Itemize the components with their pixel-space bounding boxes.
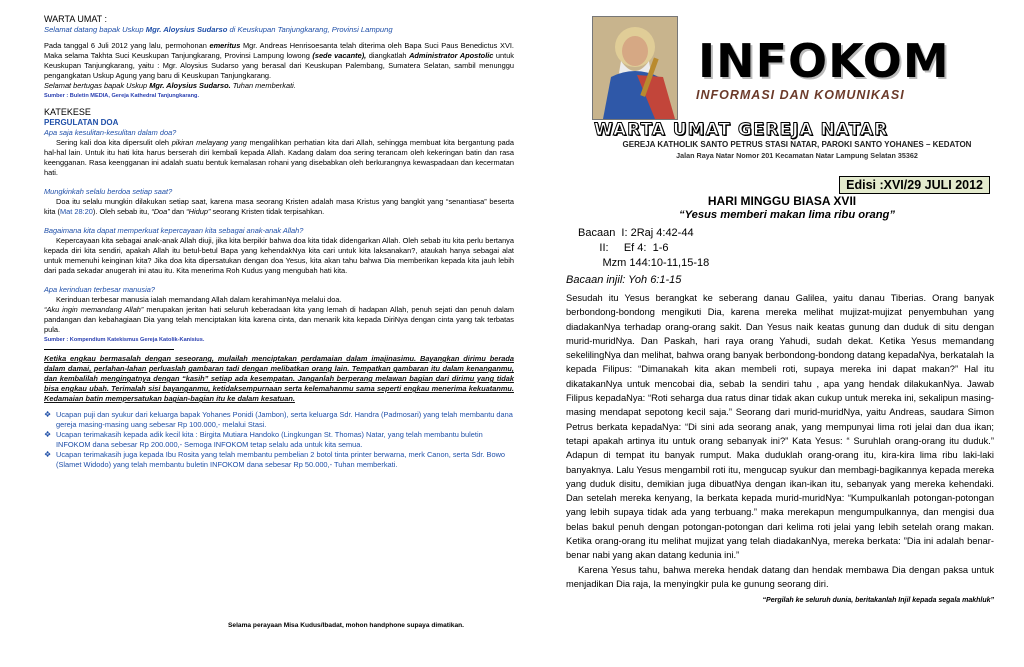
left-column (44, 14, 514, 470)
day-title: HARI MINGGU BIASA XVII (707, 194, 857, 208)
diamond-bullet-icon: ❖ (44, 430, 52, 439)
diamond-bullet-icon: ❖ (44, 410, 52, 419)
reading-3: Mzm 144:10-11,15-18 (578, 257, 710, 269)
reflection-quote: Ketika engkau bermasalah dengan seseorang, mulailah menciptakan perdamaian dalam imajinasimu. Bayangkan dirimu berada dalam damai, perlahan-lahan perluaslah gambaran tadi dengan melibatkan orang lain. Tempatkan gambaran itu dalam kenanganmu, dan kembalilah mengingatnya dengan “kasih” setiap ada kesempatan. Janganlah berperang melawan bagian dari dirimu yang tidak bisa engkau ubah. Terimalah sisi bayanganmu, ketidaksempurnaan serta kelemahanmu sama seperti engkau menerima kekuatanmu. Kedamaian batin mempersatukan bagian-bagian itu ke dalam kesatuan. (44, 354, 514, 403)
source-note-2: Sumber : Kompendium Katekismus Gereja Katolik-Kanisius. (44, 337, 205, 343)
pergulatan-doa-heading: PERGULATAN DOA (44, 118, 119, 127)
question-1: Apa saja kesulitan-kesulitan dalam doa? (44, 128, 177, 137)
answer-4-line-1: Kerinduan terbesar manusia ialah memandang Allah dalam kerahimanNya melalui doa. (56, 295, 342, 304)
left-footer-note: Selama perayaan Misa Kudus/Ibadat, mohon handphone supaya dimatikan. (228, 622, 464, 629)
welcome-line: Selamat datang bapak Uskup Mgr. Aloysius Sudarso di Keuskupan Tanjungkarang, Provinsi Lampung (44, 25, 393, 34)
saint-peter-image (592, 16, 678, 120)
divider (44, 349, 174, 350)
gospel-text-2: Karena Yesus tahu, bahwa mereka hendak datang dan hendak membawa Dia dengan paksa untuk menjadikan Dia raja, Ia menyingkir pula ke gunung seorang diri. (566, 564, 994, 589)
readings (578, 226, 994, 271)
list-item: ❖ Ucapan terimakasih kepada adik kecil kita : Birgita Mutiara Handoko (Lingkungan St. Thomas) Natar, yang telah membantu buletin INFOKOM dana sebesar Rp 200.000,- Semoga INFOKOM tetap selalu ada untuk kita semua. (44, 430, 483, 449)
theme-title: “Yesus memberi makan lima ribu orang” (679, 209, 895, 221)
edition-badge: Edisi :XVI/29 JULI 2012 (839, 176, 990, 194)
reading-1: Bacaan I: 2Raj 4:42-44 (578, 227, 694, 239)
gospel-reading: Bacaan injil: Yoh 6:1-15 (566, 274, 682, 286)
list-item: ❖ Ucapan puji dan syukur dari keluarga bapak Yohanes Ponidi (Jambon), serta keluarga Sdr. Handra (Padmosari) yang telah membantu dana gereja masing-masing uang sebesar Rp 100.000,- melalui Stasi. (44, 410, 513, 429)
warta-umat-title: WARTA UMAT GEREJA NATAR (594, 120, 889, 140)
answer-3: Kepercayaan kita sebagai anak-anak Allah diuji, jika kita berpikir bahwa doa kita tidak didengarkan Allah. Oleh sebab itu kita perlu bertanya kepada diri kita sendiri, apakah Allah itu betul-betul Bapa yang kehendakNya kita cari untuk kita laksanakan?, ataukah hanya sebagai alat untuk memenuhi keinginan kita? Jika doa kita dipersatukan dengan doa Yesus, kita akan tahu bahwa Dia memberikan kepada kita jauh lebih dari pada sekadar anugerah ini atau itu. Kita menerima Roh Kudus yang mengubah hati kita. (44, 236, 514, 275)
right-column (566, 14, 994, 605)
list-item: ❖ Ucapan terimakasih juga kepada Ibu Rosita yang telah membantu pembelian 2 botol tinta printer berwarna, merk Canon, serta Sdr. Bowo (Slamet Widodo) yang telah membantu buletin INFOKOM dana sebesar Rp 50.000,- Tuhan memberkati. (44, 450, 506, 469)
answer-2: Doa itu selalu mungkin dilakukan setiap saat, karena masa seorang Kristen adalah masa Kristus yang bangkit yang “senantiasa” beserta kita (Mat 28:20). Oleh sebab itu, “Doa” dan “Hidup” seorang Kristen tidak terpisahkan. (44, 197, 514, 216)
closing-line: Selamat bertugas bapak Uskup Mgr. Aloysius Sudarso. Tuhan memberkati. (44, 81, 296, 90)
source-note-1: Sumber : Buletin MEDIA, Gereja Kathedral Tanjungkarang. (44, 93, 199, 99)
right-footer-quote: “Pergilah ke seluruh dunia, beritakanlah Injil kepada segala makhluk” (762, 597, 994, 605)
question-4: Apa kerinduan terbesar manusia? (44, 285, 155, 294)
church-name: GEREJA KATHOLIK SANTO PETRUS STASI NATAR, PAROKI SANTO YOHANES – KEDATON (622, 140, 972, 149)
question-2: Mungkinkah selalu berdoa setiap saat? (44, 187, 173, 196)
warta-umat-heading: WARTA UMAT : (44, 14, 108, 24)
announcement-paragraph: Pada tanggal 6 Juli 2012 yang lalu, permohonan emeritus Mgr. Andreas Henrisoesanta telah diterima oleh Bapa Suci Paus Benedictus XVI. Maka selama Takhta Suci Keuskupan Tanjungkarang, Provinsi Lampung lowong (sede vacante), diangkatlah Administrator Apostolic untuk Keuskupan Tanjungkarang, yaitu : Mgr. Aloysius Sudarso yang berasal dari Keuskupan Palembang, Sumatera Selatan, sambil menunggu pengangkatan Uskup Agung yang baru di Keuskupan Tanjungkarang. (44, 41, 515, 80)
answer-1: Sering kali doa kita dipersulit oleh pikiran melayang yang mengalihkan perhatian kita dari Allah, sehingga membuat kita bergantung pada hal-hal lain. Untuk itu hati kita harus berserah diri kembali kepada Allah. Kadang dalam doa sering terancam oleh kekeringan batin dan rasa keengganan. Rasa keengganan ini adalah suatu bentuk kemalasan rohani yang disebabkan oleh berkurangnya kewaspadaan dan kecermatan hati. (44, 138, 514, 177)
question-3: Bagaimana kita dapat memperkuat kepercayaan kita sebagai anak-anak Allah? (44, 226, 304, 235)
church-address: Jalan Raya Natar Nomor 201 Kecamatan Natar Lampung Selatan 35362 (676, 151, 918, 160)
masthead (566, 14, 994, 160)
thanks-list (44, 410, 514, 470)
masthead-title: INFOKOM (698, 34, 950, 88)
diamond-bullet-icon: ❖ (44, 450, 52, 459)
gospel-text: Sesudah itu Yesus berangkat ke seberang danau Galilea, yaitu danau Tiberias. Orang banyak berbondong-bondong mengikuti Dia, karena mereka melihat mujizat-mujizat penyembuhan yang diadakanNya terhadap orang-orang sakit. Dan Yesus naik keatas gunung dan duduk di situ dengan murid-muridNya. Dan Paskah, hari raya orang Yahudi, sudah dekat. Ketika Yesus memandang sekelilingNya dan melihat, bahwa orang banyak berbondong-bondong datang kepadaNya, berkatalah Ia kepada Filipus: “Dimanakah kita akan membeli roti, supaya mereka ini dapat makan?” Hal itu dikatakanNya untuk mencobai dia, sebab Ia sendiri tahu , apa yang hendak dilakukanNya. Jawab Filipus kepadaNya: “Roti seharga dua ratus dinar tidak akan cukup untuk mereka ini, sekalipun masing-masing mendapat sepotong kecil saja.” Seorang dari murid-muridNya, yaitu Andreas, saudara Simon Petrus berkata kepadaNya: “Di sini ada seorang anak, yang mempunyai lima roti jelai dan dua ikan; tetapi apakah artinya itu untuk orang sebanyak ini?” Kata Yesus: “ Suruhlah orang-orang itu duduk.” Adapun di tempat itu banyak rumput. Maka duduklah orang-orang itu, kira-kira lima ribu laki-laki banyaknya. Lalu Yesus mengambil roti itu, mengucap syukur dan membagi-bagikannya kepada mereka yang duduk disitu, demikian juga dibuatNya dengan ikan-ikan itu, sebanyak yang mereka kehendaki. Dan setelah mereka kenyang, Ia berkata kepada murid-muridNya: “Kumpulkanlah potongan-potongan yang lebih supaya tidak ada yang terbuang.” maka merekapun mengumpulkannya, dan mengisi dua belas bakul penuh dengan potongan-potongan dari kelima roti jelai yang lebih setelah orang makan. Ketika orang-orang itu melihat mujizat yang telah diadakanNya, mereka berkata: ”Dia ini adalah benar-benar nabi yang akan datang kedunia ini.” (566, 293, 994, 561)
answer-4-paragraph: “Aku ingin memandang Allah” merupakan jeritan hati seluruh keberadaan kita yang lemah di hadapan Allah, penuh sejati dan penuh dalam pandangan dan kebahagiaan Dia yang telah menciptakan kita karena cinta, dan menarik kita kepada DiriNya dengan cinta yang tak terbatas pula. (44, 305, 514, 334)
reading-2: II: Ef 4: 1-6 (578, 242, 669, 254)
liturgy-block (566, 194, 994, 604)
katekese-heading: KATEKESE (44, 107, 91, 117)
masthead-subtitle: INFORMASI DAN KOMUNIKASI (696, 88, 905, 102)
